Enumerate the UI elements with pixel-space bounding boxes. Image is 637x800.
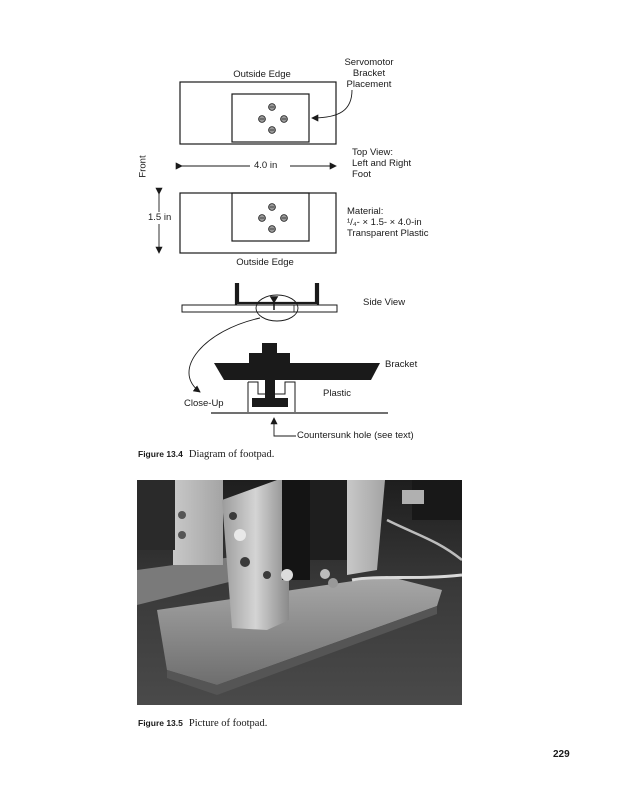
label-closeup: Close-Up <box>184 398 224 409</box>
label-side-view: Side View <box>363 297 406 308</box>
page-number: 229 <box>553 749 570 760</box>
bottom-foot-outline <box>180 193 336 253</box>
label-servo-placement <box>338 57 400 90</box>
figure-13-5-text: Picture of footpad. <box>188 718 268 729</box>
bottom-bracket-placement <box>232 193 309 241</box>
closeup-nut <box>252 398 288 407</box>
closeup-bracket <box>214 363 380 380</box>
label-servo-line1: Servomotor <box>344 57 394 68</box>
label-bracket: Bracket <box>385 359 418 370</box>
footpad-photo <box>137 480 462 705</box>
closeup-bolt-top <box>262 343 277 355</box>
top-foot-outline <box>180 82 336 144</box>
label-top-view <box>352 147 411 180</box>
label-front: Front <box>137 155 149 178</box>
label-width: 4.0 in <box>254 160 278 171</box>
label-plastic: Plastic <box>323 388 351 399</box>
label-topview-line2: Left and Right <box>352 158 412 169</box>
label-outside-edge-bottom: Outside Edge <box>236 257 294 268</box>
label-material-line1: Material: <box>347 206 384 217</box>
label-countersunk: Countersunk hole (see text) <box>297 430 414 441</box>
label-topview-line3: Foot <box>352 169 372 180</box>
top-screw-holes <box>259 104 288 134</box>
side-view-bracket <box>236 283 318 305</box>
label-servo-line3: Placement <box>346 79 392 90</box>
label-topview-line1: Top View: <box>352 147 394 158</box>
countersunk-arrow <box>274 418 296 436</box>
servo-placement-arrow <box>312 90 352 118</box>
closeup-circle <box>256 295 298 321</box>
top-bracket-placement <box>232 94 309 142</box>
label-outside-edge-top: Outside Edge <box>233 69 291 80</box>
label-material-line2: ¹/₄- × 1.5- × 4.0-in <box>347 217 422 228</box>
label-height: 1.5 in <box>148 212 172 223</box>
side-view-plate <box>182 305 337 312</box>
figure-13-5-number: Figure 13.5 <box>138 718 183 728</box>
figure-13-4-number: Figure 13.4 <box>138 449 183 459</box>
label-material-line3: Transparent Plastic <box>347 228 429 239</box>
label-material <box>347 206 429 239</box>
figure-13-5-caption <box>138 717 267 730</box>
closeup-bolt-shaft <box>265 362 275 402</box>
figure-13-4-text: Diagram of footpad. <box>188 449 275 460</box>
figure-13-4-caption <box>138 448 274 461</box>
label-servo-line2: Bracket <box>352 68 386 79</box>
